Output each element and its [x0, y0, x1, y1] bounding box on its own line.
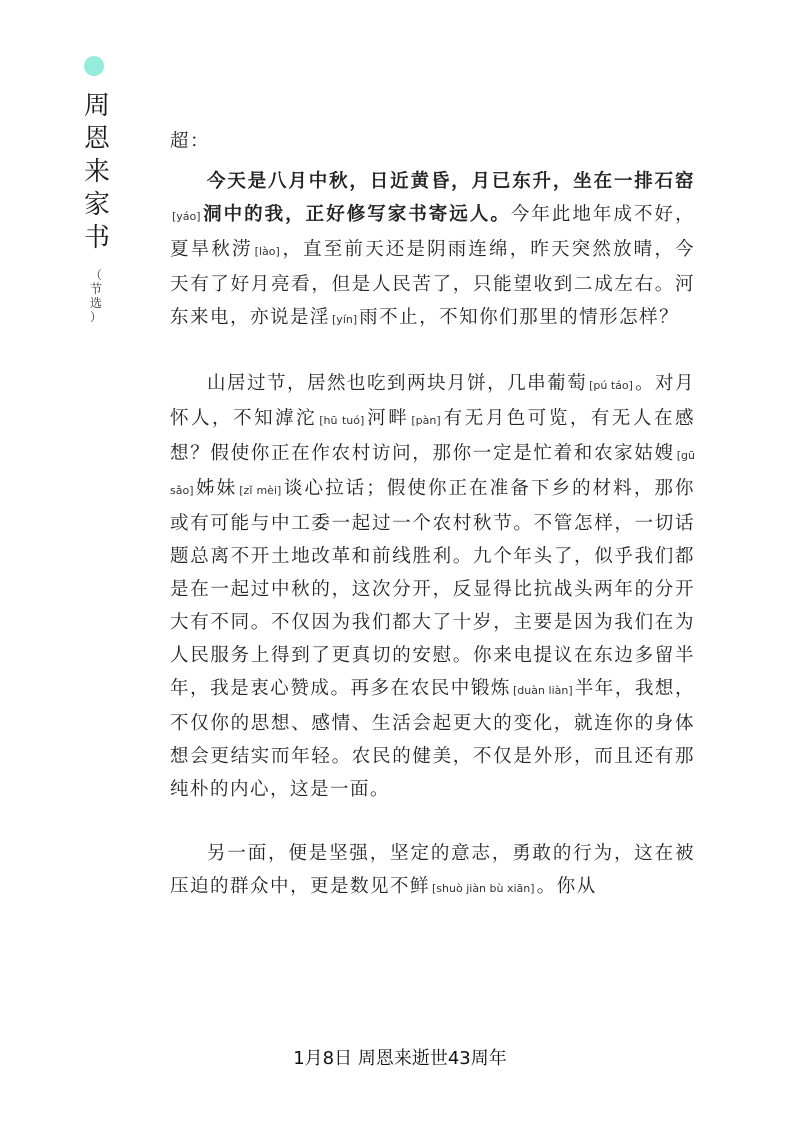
text-run: ，直至前天还是阴雨连绵，昨天突然放晴，今天有了好月亮看，但是人民苦了，只能望收到二成左右。河东来电，亦说是淫: [170, 239, 695, 328]
paragraph-3: [170, 837, 695, 905]
salutation: 超：: [170, 131, 211, 152]
vertical-subtitle: [86, 268, 106, 324]
pinyin-annotation: [yín]: [332, 313, 358, 326]
text-run: 姊妹: [195, 478, 238, 499]
pinyin-annotation: [pàn]: [411, 414, 441, 427]
text-run: 山居过节，居然也吃到两块月饼，几串葡萄: [207, 373, 588, 394]
footer-caption: 1月8日 周恩来逝世43周年: [293, 1048, 507, 1069]
title-char: 书: [83, 223, 110, 253]
pinyin-annotation: [lào]: [254, 245, 280, 258]
subtitle-char: 选: [89, 296, 102, 310]
title-char: 来: [83, 157, 110, 187]
title-char: 家: [83, 190, 110, 220]
subtitle-char: （: [89, 268, 102, 282]
text-run: 雨不止，不知你们那里的情形怎样？: [359, 307, 680, 328]
pinyin-annotation: [duàn liàn]: [513, 684, 573, 697]
vertical-title: [82, 90, 112, 255]
paragraph-1: [170, 165, 695, 336]
title-char: 周: [83, 91, 110, 121]
decorative-dot: [84, 56, 104, 76]
pinyin-annotation: [pú táo]: [589, 379, 633, 392]
text-run: 。对月怀人，不知滹沱: [170, 373, 695, 429]
text-run: 今年此地年成不好，夏旱秋涝: [170, 204, 695, 260]
bold-text: 洞中的我，正好修写家书寄远人。: [202, 204, 511, 225]
text-run: 有无月色可览，有无人在感想？假使你正在作农村访问，那你一定是忙着和农家姑嫂: [170, 408, 695, 464]
paragraph-2: [170, 367, 695, 806]
pinyin-annotation: [gū sǎo]: [170, 449, 695, 497]
pinyin-annotation: [zǐ mèi]: [239, 484, 282, 497]
letter-body: [170, 125, 695, 905]
pinyin-annotation: [hū tuó]: [319, 414, 365, 427]
text-run: 。你从: [536, 876, 597, 897]
text-run: 另一面，便是坚强，坚定的意志，勇敢的行为，这在被压迫的群众中，更是数见不鲜: [170, 843, 695, 897]
pinyin-annotation: [shuò jiàn bù xiān]: [432, 882, 535, 895]
text-run: 半年，我想，不仅你的思想、感情、生活会起更大的变化，就连你的身体想会更结实而年轻。农民的健美，不仅是外形，而且还有那纯朴的内心，这是一面。: [170, 678, 695, 800]
bold-text: 今天是八月中秋，日近黄昏，月已东升，坐在一排石窑: [207, 171, 695, 192]
text-run: 谈心拉话；假使你正在准备下乡的材料，那你或有可能与中工委一起过一个农村秋节。不管怎样，一切话题总离不开土地改革和前线胜利。九个年头了，似乎我们都是在一起过中秋的，这次分开，反显得比抗战头两年的分开大有不同。不仅因为我们都大了十岁，主要是因为我们在为人民服务上得到了更真切的安慰。你来电提议在东边多留半年，我是衷心赞成。再多在农民中锻炼: [170, 478, 695, 699]
pinyin-annotation: [yáo]: [172, 210, 201, 223]
subtitle-char: 节: [89, 282, 102, 296]
title-char: 恩: [83, 124, 110, 154]
subtitle-char: ）: [89, 310, 102, 324]
text-run: 河畔: [366, 408, 410, 429]
